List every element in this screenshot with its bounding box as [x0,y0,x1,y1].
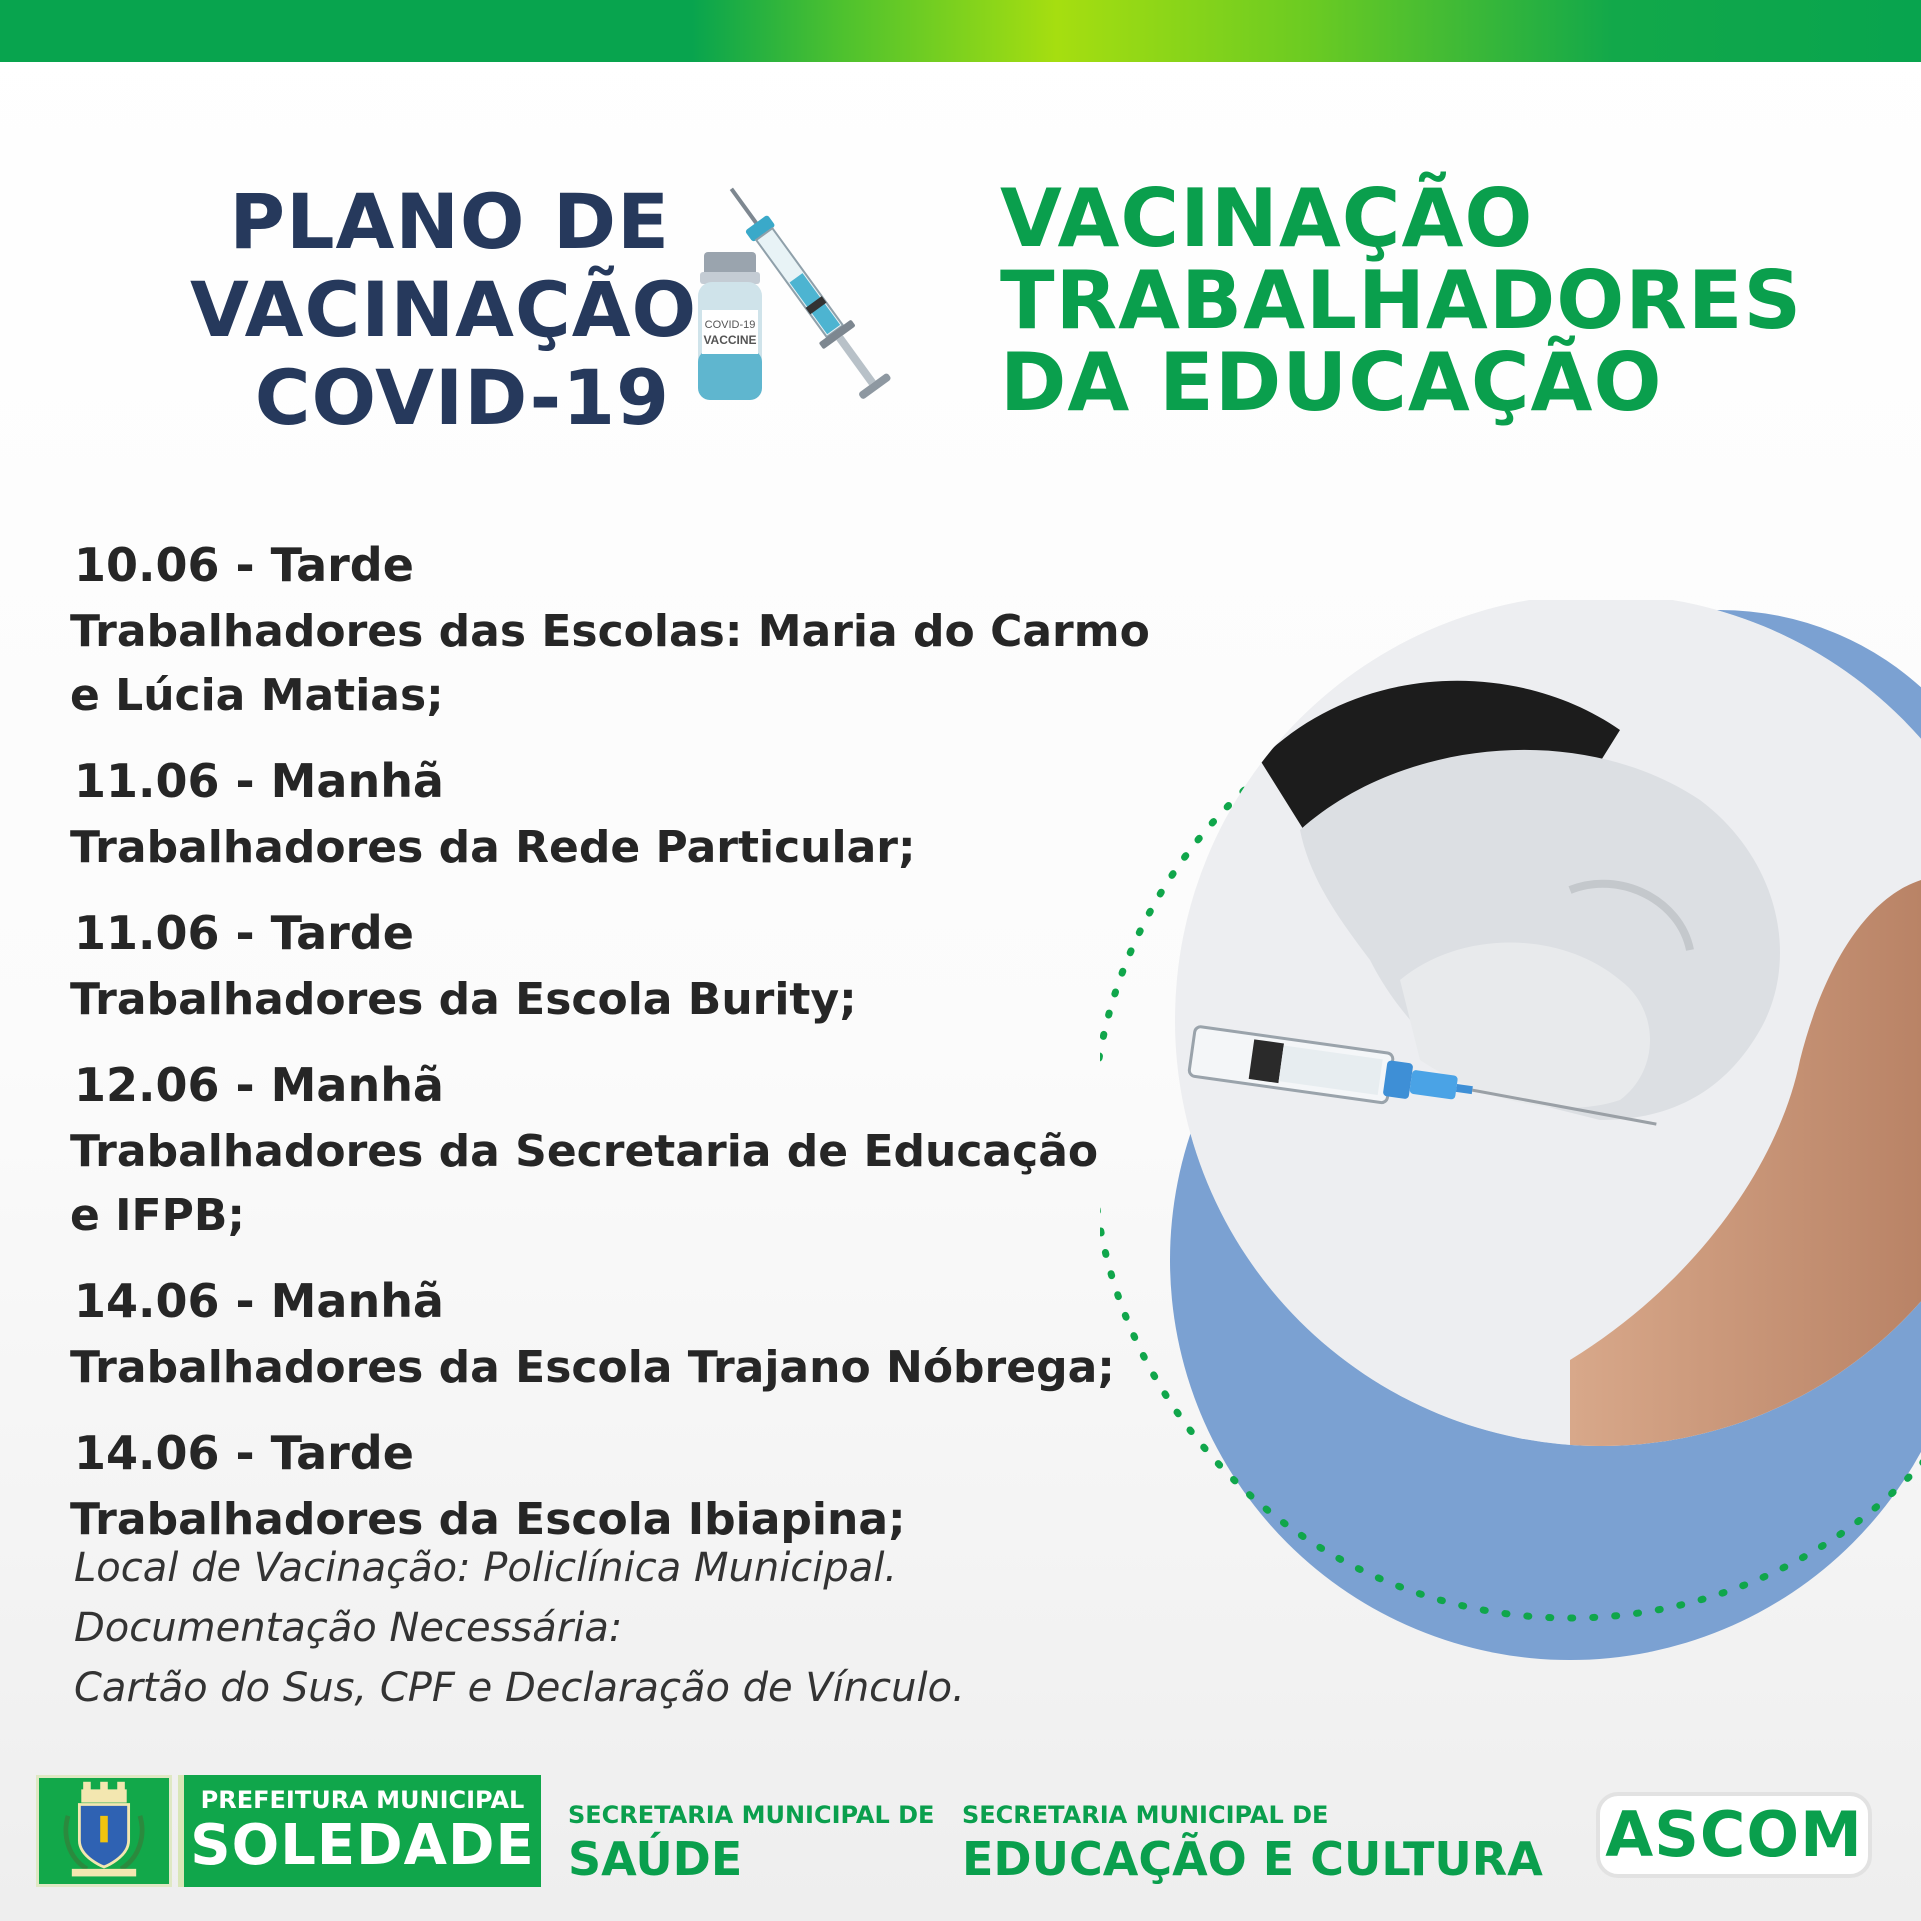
secretaria-educacao [962,1800,1543,1888]
schedule-entry [70,1266,1170,1400]
schedule-group: Trabalhadores da Secretaria de Educação e IFPB; [70,1126,1099,1241]
prefeitura-line-2: SOLEDADE [190,1813,535,1878]
vaccination-photo [1100,600,1921,1760]
coat-of-arms-icon [39,1778,169,1884]
plan-title-line-3: COVID-19 [254,353,670,442]
schedule-group: Trabalhadores da Escola Burity; [70,974,857,1025]
schedule-date: 10.06 - Tarde [74,538,414,592]
schedule-date: 14.06 - Manhã [74,1274,444,1328]
schedule-date: 11.06 - Tarde [74,906,414,960]
schedule-entry [70,898,1170,1032]
schedule-group: Trabalhadores da Escola Ibiapina; [70,1494,906,1545]
headline-line-1: VACINAÇÃO [1000,172,1534,265]
plan-title-line-1: PLANO DE [229,177,670,266]
schedule-entry [70,1050,1170,1248]
top-gradient-bar [0,0,1921,62]
schedule-date: 14.06 - Tarde [74,1426,414,1480]
prefeitura-logo [36,1775,541,1887]
note-docs-list: Cartão do Sus, CPF e Declaração de Vínculo. [74,1665,965,1711]
headline [1000,172,1900,429]
schedule-entry [70,746,1170,880]
note-docs-heading: Documentação Necessária: [74,1605,623,1651]
vaccine-vial-syringe-icon [690,150,910,410]
plan-title [190,177,698,442]
schedule-entry [70,1418,1170,1552]
secretaria-saude [568,1800,934,1888]
crest-icon [36,1775,172,1887]
schedule-entry [70,530,1170,728]
ascom-logo: ASCOM [1596,1792,1872,1878]
headline-line-2: TRABALHADORES [1000,254,1803,347]
saude-line-1: SECRETARIA MUNICIPAL DE [568,1801,935,1829]
schedule-list [70,530,1170,1570]
plan-title-line-2: VACINAÇÃO [190,265,698,354]
schedule-group: Trabalhadores da Escola Trajano Nóbrega; [70,1342,1115,1393]
vial-label-line-1: COVID-19 [704,319,756,331]
educacao-line-1: SECRETARIA MUNICIPAL DE [962,1801,1329,1829]
vial-label-line-2: VACCINE [703,333,757,347]
headline-line-3: DA EDUCAÇÃO [1000,336,1663,429]
schedule-date: 11.06 - Manhã [74,754,444,808]
schedule-date: 12.06 - Manhã [74,1058,444,1112]
schedule-group: Trabalhadores da Rede Particular; [70,822,916,873]
notes [74,1538,1074,1718]
saude-line-2: SAÚDE [568,1832,743,1886]
prefeitura-label-box [178,1775,541,1887]
note-location: Local de Vacinação: Policlínica Municipal. [74,1545,898,1591]
schedule-group: Trabalhadores das Escolas: Maria do Carmo e Lúcia Matias; [70,606,1150,721]
prefeitura-line-1: PREFEITURA MUNICIPAL [200,1786,525,1814]
educacao-line-2: EDUCAÇÃO E CULTURA [962,1832,1543,1886]
